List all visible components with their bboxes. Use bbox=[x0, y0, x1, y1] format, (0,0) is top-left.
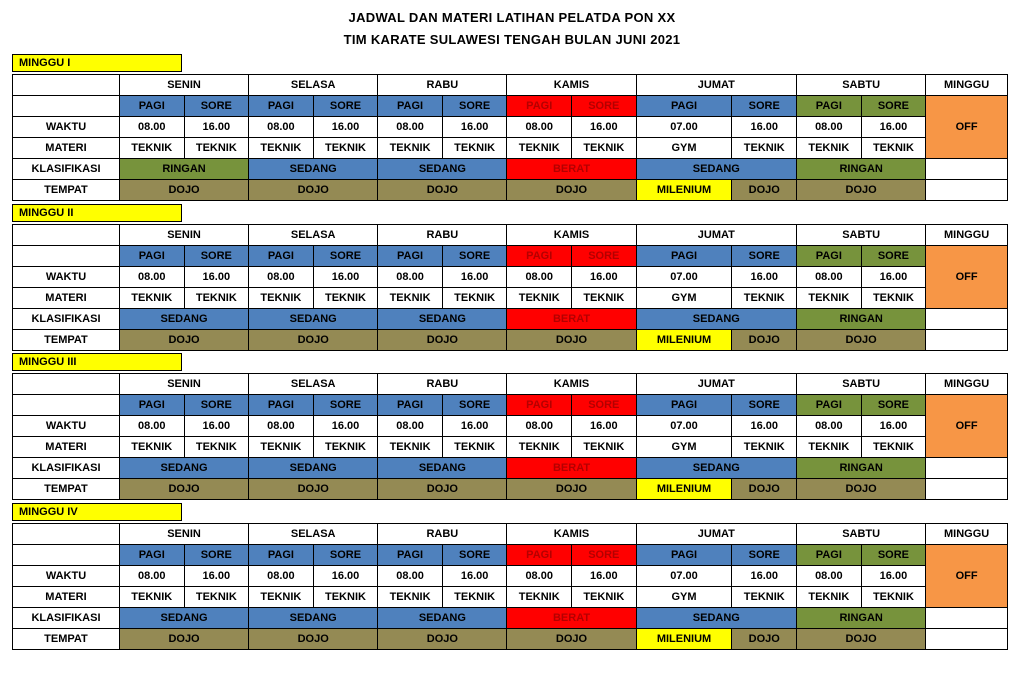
klasifikasi-cell: BERAT bbox=[507, 309, 636, 330]
row-label: MATERI bbox=[13, 138, 120, 159]
day-header: SABTU bbox=[797, 374, 926, 395]
klasifikasi-cell: SEDANG bbox=[249, 608, 378, 629]
row-label: WAKTU bbox=[13, 566, 120, 587]
time-cell: 16.00 bbox=[313, 267, 378, 288]
materi-cell: TEKNIK bbox=[442, 437, 507, 458]
time-cell: 16.00 bbox=[442, 416, 507, 437]
time-cell: 07.00 bbox=[636, 416, 732, 437]
time-cell: 16.00 bbox=[184, 566, 249, 587]
session-cell: SORE bbox=[184, 395, 249, 416]
session-cell: SORE bbox=[732, 246, 797, 267]
materi-cell: TEKNIK bbox=[442, 587, 507, 608]
blank-cell bbox=[926, 479, 1008, 500]
time-cell: 08.00 bbox=[797, 566, 862, 587]
session-cell: PAGI bbox=[797, 545, 862, 566]
time-cell: 16.00 bbox=[442, 117, 507, 138]
row-label: TEMPAT bbox=[13, 629, 120, 650]
session-cell: SORE bbox=[184, 246, 249, 267]
session-cell: SORE bbox=[442, 395, 507, 416]
tempat-cell: DOJO bbox=[797, 629, 926, 650]
session-cell: PAGI bbox=[249, 246, 314, 267]
time-cell: 16.00 bbox=[732, 267, 797, 288]
day-header: SELASA bbox=[249, 374, 378, 395]
session-cell: PAGI bbox=[119, 96, 184, 117]
tempat-cell: MILENIUM bbox=[636, 330, 732, 351]
materi-cell: TEKNIK bbox=[572, 437, 637, 458]
day-header: RABU bbox=[378, 524, 507, 545]
materi-cell: TEKNIK bbox=[507, 437, 572, 458]
session-cell: PAGI bbox=[119, 395, 184, 416]
week-label: MINGGU III bbox=[12, 353, 182, 371]
klasifikasi-cell: SEDANG bbox=[636, 458, 796, 479]
session-cell: SORE bbox=[732, 96, 797, 117]
row-label: KLASIFIKASI bbox=[13, 159, 120, 180]
materi-row bbox=[13, 587, 1008, 608]
materi-cell: TEKNIK bbox=[249, 288, 314, 309]
day-header: JUMAT bbox=[636, 75, 796, 96]
session-cell: SORE bbox=[732, 545, 797, 566]
session-cell: SORE bbox=[313, 246, 378, 267]
klasifikasi-cell: RINGAN bbox=[797, 458, 926, 479]
blank-cell bbox=[926, 608, 1008, 629]
materi-cell: TEKNIK bbox=[249, 138, 314, 159]
materi-row bbox=[13, 138, 1008, 159]
session-cell: SORE bbox=[442, 545, 507, 566]
time-cell: 08.00 bbox=[119, 117, 184, 138]
tempat-cell: DOJO bbox=[507, 180, 636, 201]
day-header: SENIN bbox=[119, 75, 248, 96]
schedule-table bbox=[12, 224, 1008, 351]
waktu-row bbox=[13, 267, 1008, 288]
time-cell: 16.00 bbox=[572, 566, 637, 587]
materi-cell: TEKNIK bbox=[507, 138, 572, 159]
klasifikasi-cell: SEDANG bbox=[378, 159, 507, 180]
row-label: MATERI bbox=[13, 587, 120, 608]
materi-cell: GYM bbox=[636, 587, 732, 608]
day-header: SABTU bbox=[797, 524, 926, 545]
tempat-row bbox=[13, 180, 1008, 201]
materi-cell: TEKNIK bbox=[861, 587, 926, 608]
time-cell: 16.00 bbox=[861, 117, 926, 138]
materi-cell: TEKNIK bbox=[442, 138, 507, 159]
tempat-cell: DOJO bbox=[119, 629, 248, 650]
materi-cell: TEKNIK bbox=[313, 138, 378, 159]
klasifikasi-cell: SEDANG bbox=[249, 159, 378, 180]
row-label: WAKTU bbox=[13, 117, 120, 138]
materi-cell: TEKNIK bbox=[378, 587, 443, 608]
materi-cell: TEKNIK bbox=[861, 288, 926, 309]
day-header: KAMIS bbox=[507, 75, 636, 96]
materi-row bbox=[13, 437, 1008, 458]
day-header: SABTU bbox=[797, 75, 926, 96]
day-header: JUMAT bbox=[636, 225, 796, 246]
session-cell: PAGI bbox=[636, 395, 732, 416]
tempat-cell: DOJO bbox=[507, 629, 636, 650]
session-cell: PAGI bbox=[507, 545, 572, 566]
time-cell: 16.00 bbox=[572, 267, 637, 288]
session-cell: PAGI bbox=[636, 246, 732, 267]
materi-cell: TEKNIK bbox=[797, 437, 862, 458]
klasifikasi-cell: RINGAN bbox=[797, 608, 926, 629]
materi-row bbox=[13, 288, 1008, 309]
waktu-row bbox=[13, 566, 1008, 587]
time-cell: 07.00 bbox=[636, 267, 732, 288]
blank-cell bbox=[926, 159, 1008, 180]
off-cell: OFF bbox=[926, 395, 1008, 458]
time-cell: 16.00 bbox=[442, 267, 507, 288]
session-cell: SORE bbox=[313, 395, 378, 416]
time-cell: 16.00 bbox=[861, 566, 926, 587]
materi-cell: TEKNIK bbox=[119, 437, 184, 458]
day-header-row bbox=[13, 225, 1008, 246]
schedule-table bbox=[12, 373, 1008, 500]
day-header: RABU bbox=[378, 374, 507, 395]
tempat-cell: DOJO bbox=[797, 330, 926, 351]
time-cell: 16.00 bbox=[313, 416, 378, 437]
materi-cell: GYM bbox=[636, 138, 732, 159]
session-cell: PAGI bbox=[378, 96, 443, 117]
klasifikasi-cell: SEDANG bbox=[378, 608, 507, 629]
materi-cell: TEKNIK bbox=[119, 138, 184, 159]
tempat-cell: MILENIUM bbox=[636, 180, 732, 201]
time-cell: 08.00 bbox=[507, 117, 572, 138]
klasifikasi-cell: BERAT bbox=[507, 458, 636, 479]
materi-cell: TEKNIK bbox=[797, 288, 862, 309]
session-cell: SORE bbox=[861, 545, 926, 566]
day-header-row bbox=[13, 524, 1008, 545]
row-label: TEMPAT bbox=[13, 479, 120, 500]
row-label: MATERI bbox=[13, 437, 120, 458]
klasifikasi-cell: RINGAN bbox=[119, 159, 248, 180]
materi-cell: TEKNIK bbox=[313, 288, 378, 309]
materi-cell: TEKNIK bbox=[861, 437, 926, 458]
klasifikasi-cell: SEDANG bbox=[249, 309, 378, 330]
tempat-cell: DOJO bbox=[378, 629, 507, 650]
tempat-cell: DOJO bbox=[249, 629, 378, 650]
tempat-cell: DOJO bbox=[249, 180, 378, 201]
week-label: MINGGU I bbox=[12, 54, 182, 72]
row-label: KLASIFIKASI bbox=[13, 309, 120, 330]
day-header: SELASA bbox=[249, 225, 378, 246]
session-cell: SORE bbox=[732, 395, 797, 416]
klasifikasi-row bbox=[13, 608, 1008, 629]
klasifikasi-row bbox=[13, 309, 1008, 330]
day-header: KAMIS bbox=[507, 374, 636, 395]
blank-cell bbox=[926, 629, 1008, 650]
row-label: WAKTU bbox=[13, 267, 120, 288]
session-cell: PAGI bbox=[507, 395, 572, 416]
materi-cell: TEKNIK bbox=[184, 288, 249, 309]
time-cell: 08.00 bbox=[507, 416, 572, 437]
tempat-row bbox=[13, 629, 1008, 650]
time-cell: 16.00 bbox=[184, 267, 249, 288]
tempat-cell: DOJO bbox=[797, 479, 926, 500]
session-cell: SORE bbox=[313, 545, 378, 566]
materi-cell: TEKNIK bbox=[507, 288, 572, 309]
tempat-cell: DOJO bbox=[378, 180, 507, 201]
blank-cell bbox=[13, 545, 120, 566]
day-header-row bbox=[13, 374, 1008, 395]
klasifikasi-cell: SEDANG bbox=[378, 309, 507, 330]
time-cell: 08.00 bbox=[797, 416, 862, 437]
session-cell: PAGI bbox=[378, 545, 443, 566]
day-header: SELASA bbox=[249, 524, 378, 545]
materi-cell: TEKNIK bbox=[572, 587, 637, 608]
blank-cell bbox=[13, 395, 120, 416]
time-cell: 08.00 bbox=[249, 566, 314, 587]
klasifikasi-cell: SEDANG bbox=[119, 458, 248, 479]
session-cell: SORE bbox=[442, 96, 507, 117]
day-header: KAMIS bbox=[507, 225, 636, 246]
session-cell: SORE bbox=[572, 96, 637, 117]
time-cell: 16.00 bbox=[572, 416, 637, 437]
tempat-row bbox=[13, 330, 1008, 351]
materi-cell: GYM bbox=[636, 437, 732, 458]
tempat-cell: DOJO bbox=[119, 479, 248, 500]
tempat-cell: DOJO bbox=[732, 330, 797, 351]
klasifikasi-cell: BERAT bbox=[507, 159, 636, 180]
blank-cell bbox=[926, 309, 1008, 330]
time-cell: 07.00 bbox=[636, 566, 732, 587]
tempat-cell: DOJO bbox=[119, 180, 248, 201]
klasifikasi-cell: SEDANG bbox=[119, 608, 248, 629]
tempat-cell: DOJO bbox=[249, 479, 378, 500]
session-cell: PAGI bbox=[636, 545, 732, 566]
row-label: TEMPAT bbox=[13, 180, 120, 201]
klasifikasi-row bbox=[13, 458, 1008, 479]
session-cell: PAGI bbox=[797, 96, 862, 117]
time-cell: 16.00 bbox=[732, 416, 797, 437]
corner-cell bbox=[13, 225, 120, 246]
klasifikasi-cell: SEDANG bbox=[636, 608, 796, 629]
day-header: MINGGU bbox=[926, 524, 1008, 545]
tempat-cell: DOJO bbox=[119, 330, 248, 351]
tempat-cell: MILENIUM bbox=[636, 629, 732, 650]
waktu-row bbox=[13, 117, 1008, 138]
session-cell: PAGI bbox=[507, 246, 572, 267]
day-header: SENIN bbox=[119, 374, 248, 395]
materi-cell: TEKNIK bbox=[732, 437, 797, 458]
time-cell: 08.00 bbox=[119, 267, 184, 288]
week-label: MINGGU II bbox=[12, 204, 182, 222]
klasifikasi-cell: RINGAN bbox=[797, 159, 926, 180]
day-header: MINGGU bbox=[926, 75, 1008, 96]
time-cell: 08.00 bbox=[507, 566, 572, 587]
corner-cell bbox=[13, 524, 120, 545]
session-cell: SORE bbox=[861, 246, 926, 267]
waktu-row bbox=[13, 416, 1008, 437]
session-cell: SORE bbox=[184, 545, 249, 566]
materi-cell: TEKNIK bbox=[797, 587, 862, 608]
session-cell: PAGI bbox=[797, 246, 862, 267]
materi-cell: TEKNIK bbox=[442, 288, 507, 309]
materi-cell: TEKNIK bbox=[732, 138, 797, 159]
materi-cell: TEKNIK bbox=[313, 587, 378, 608]
session-cell: SORE bbox=[572, 395, 637, 416]
time-cell: 16.00 bbox=[442, 566, 507, 587]
materi-cell: TEKNIK bbox=[313, 437, 378, 458]
time-cell: 07.00 bbox=[636, 117, 732, 138]
time-cell: 08.00 bbox=[507, 267, 572, 288]
session-cell: PAGI bbox=[119, 545, 184, 566]
time-cell: 08.00 bbox=[249, 117, 314, 138]
day-header: RABU bbox=[378, 75, 507, 96]
corner-cell bbox=[13, 75, 120, 96]
session-cell: PAGI bbox=[119, 246, 184, 267]
time-cell: 08.00 bbox=[378, 117, 443, 138]
off-cell: OFF bbox=[926, 545, 1008, 608]
klasifikasi-cell: SEDANG bbox=[378, 458, 507, 479]
klasifikasi-cell: RINGAN bbox=[797, 309, 926, 330]
tempat-cell: DOJO bbox=[732, 180, 797, 201]
materi-cell: TEKNIK bbox=[119, 288, 184, 309]
materi-cell: TEKNIK bbox=[732, 288, 797, 309]
materi-cell: TEKNIK bbox=[378, 138, 443, 159]
tempat-cell: DOJO bbox=[507, 479, 636, 500]
session-cell: SORE bbox=[861, 96, 926, 117]
blank-cell bbox=[926, 458, 1008, 479]
materi-cell: TEKNIK bbox=[378, 437, 443, 458]
corner-cell bbox=[13, 374, 120, 395]
session-cell: SORE bbox=[572, 545, 637, 566]
tempat-cell: DOJO bbox=[249, 330, 378, 351]
session-cell: PAGI bbox=[797, 395, 862, 416]
time-cell: 08.00 bbox=[249, 416, 314, 437]
title-line-1: JADWAL DAN MATERI LATIHAN PELATDA PON XX bbox=[348, 10, 676, 25]
time-cell: 16.00 bbox=[572, 117, 637, 138]
blank-cell bbox=[13, 96, 120, 117]
session-cell: SORE bbox=[442, 246, 507, 267]
week-label: MINGGU IV bbox=[12, 503, 182, 521]
day-header: KAMIS bbox=[507, 524, 636, 545]
time-cell: 08.00 bbox=[119, 566, 184, 587]
session-cell: SORE bbox=[184, 96, 249, 117]
off-cell: OFF bbox=[926, 96, 1008, 159]
day-header: MINGGU bbox=[926, 225, 1008, 246]
blank-cell bbox=[926, 180, 1008, 201]
materi-cell: TEKNIK bbox=[507, 587, 572, 608]
session-cell: SORE bbox=[313, 96, 378, 117]
klasifikasi-cell: SEDANG bbox=[636, 309, 796, 330]
time-cell: 16.00 bbox=[732, 117, 797, 138]
time-cell: 16.00 bbox=[313, 117, 378, 138]
klasifikasi-cell: SEDANG bbox=[636, 159, 796, 180]
materi-cell: TEKNIK bbox=[797, 138, 862, 159]
row-label: TEMPAT bbox=[13, 330, 120, 351]
row-label: WAKTU bbox=[13, 416, 120, 437]
tempat-row bbox=[13, 479, 1008, 500]
materi-cell: TEKNIK bbox=[184, 138, 249, 159]
materi-cell: TEKNIK bbox=[249, 437, 314, 458]
session-cell: PAGI bbox=[378, 395, 443, 416]
time-cell: 08.00 bbox=[797, 267, 862, 288]
materi-cell: TEKNIK bbox=[732, 587, 797, 608]
materi-cell: TEKNIK bbox=[572, 138, 637, 159]
materi-cell: TEKNIK bbox=[378, 288, 443, 309]
day-header: JUMAT bbox=[636, 524, 796, 545]
row-label: KLASIFIKASI bbox=[13, 458, 120, 479]
time-cell: 08.00 bbox=[797, 117, 862, 138]
day-header-row bbox=[13, 75, 1008, 96]
day-header: SENIN bbox=[119, 524, 248, 545]
session-row bbox=[13, 395, 1008, 416]
session-cell: SORE bbox=[572, 246, 637, 267]
day-header: SABTU bbox=[797, 225, 926, 246]
time-cell: 16.00 bbox=[184, 416, 249, 437]
klasifikasi-row bbox=[13, 159, 1008, 180]
tempat-cell: MILENIUM bbox=[636, 479, 732, 500]
materi-cell: TEKNIK bbox=[119, 587, 184, 608]
tempat-cell: DOJO bbox=[732, 629, 797, 650]
session-cell: PAGI bbox=[249, 96, 314, 117]
time-cell: 08.00 bbox=[249, 267, 314, 288]
time-cell: 08.00 bbox=[378, 416, 443, 437]
session-cell: PAGI bbox=[249, 545, 314, 566]
time-cell: 08.00 bbox=[119, 416, 184, 437]
day-header: MINGGU bbox=[926, 374, 1008, 395]
session-cell: SORE bbox=[861, 395, 926, 416]
materi-cell: TEKNIK bbox=[184, 587, 249, 608]
tempat-cell: DOJO bbox=[797, 180, 926, 201]
row-label: MATERI bbox=[13, 288, 120, 309]
tempat-cell: DOJO bbox=[378, 479, 507, 500]
session-cell: PAGI bbox=[378, 246, 443, 267]
day-header: JUMAT bbox=[636, 374, 796, 395]
time-cell: 08.00 bbox=[378, 267, 443, 288]
session-row bbox=[13, 246, 1008, 267]
time-cell: 08.00 bbox=[378, 566, 443, 587]
tempat-cell: DOJO bbox=[732, 479, 797, 500]
row-label: KLASIFIKASI bbox=[13, 608, 120, 629]
time-cell: 16.00 bbox=[732, 566, 797, 587]
schedule-table bbox=[12, 74, 1008, 201]
off-cell: OFF bbox=[926, 246, 1008, 309]
klasifikasi-cell: BERAT bbox=[507, 608, 636, 629]
klasifikasi-cell: SEDANG bbox=[119, 309, 248, 330]
materi-cell: GYM bbox=[636, 288, 732, 309]
day-header: SELASA bbox=[249, 75, 378, 96]
time-cell: 16.00 bbox=[184, 117, 249, 138]
tempat-cell: DOJO bbox=[378, 330, 507, 351]
session-row bbox=[13, 545, 1008, 566]
session-row bbox=[13, 96, 1008, 117]
session-cell: PAGI bbox=[507, 96, 572, 117]
day-header: RABU bbox=[378, 225, 507, 246]
time-cell: 16.00 bbox=[861, 416, 926, 437]
day-header: SENIN bbox=[119, 225, 248, 246]
klasifikasi-cell: SEDANG bbox=[249, 458, 378, 479]
blank-cell bbox=[926, 330, 1008, 351]
materi-cell: TEKNIK bbox=[249, 587, 314, 608]
schedule-table bbox=[12, 523, 1008, 650]
title-line-2: TIM KARATE SULAWESI TENGAH BULAN JUNI 2021 bbox=[343, 32, 681, 47]
session-cell: PAGI bbox=[249, 395, 314, 416]
materi-cell: TEKNIK bbox=[572, 288, 637, 309]
time-cell: 16.00 bbox=[861, 267, 926, 288]
tempat-cell: DOJO bbox=[507, 330, 636, 351]
materi-cell: TEKNIK bbox=[184, 437, 249, 458]
session-cell: PAGI bbox=[636, 96, 732, 117]
blank-cell bbox=[13, 246, 120, 267]
time-cell: 16.00 bbox=[313, 566, 378, 587]
materi-cell: TEKNIK bbox=[861, 138, 926, 159]
